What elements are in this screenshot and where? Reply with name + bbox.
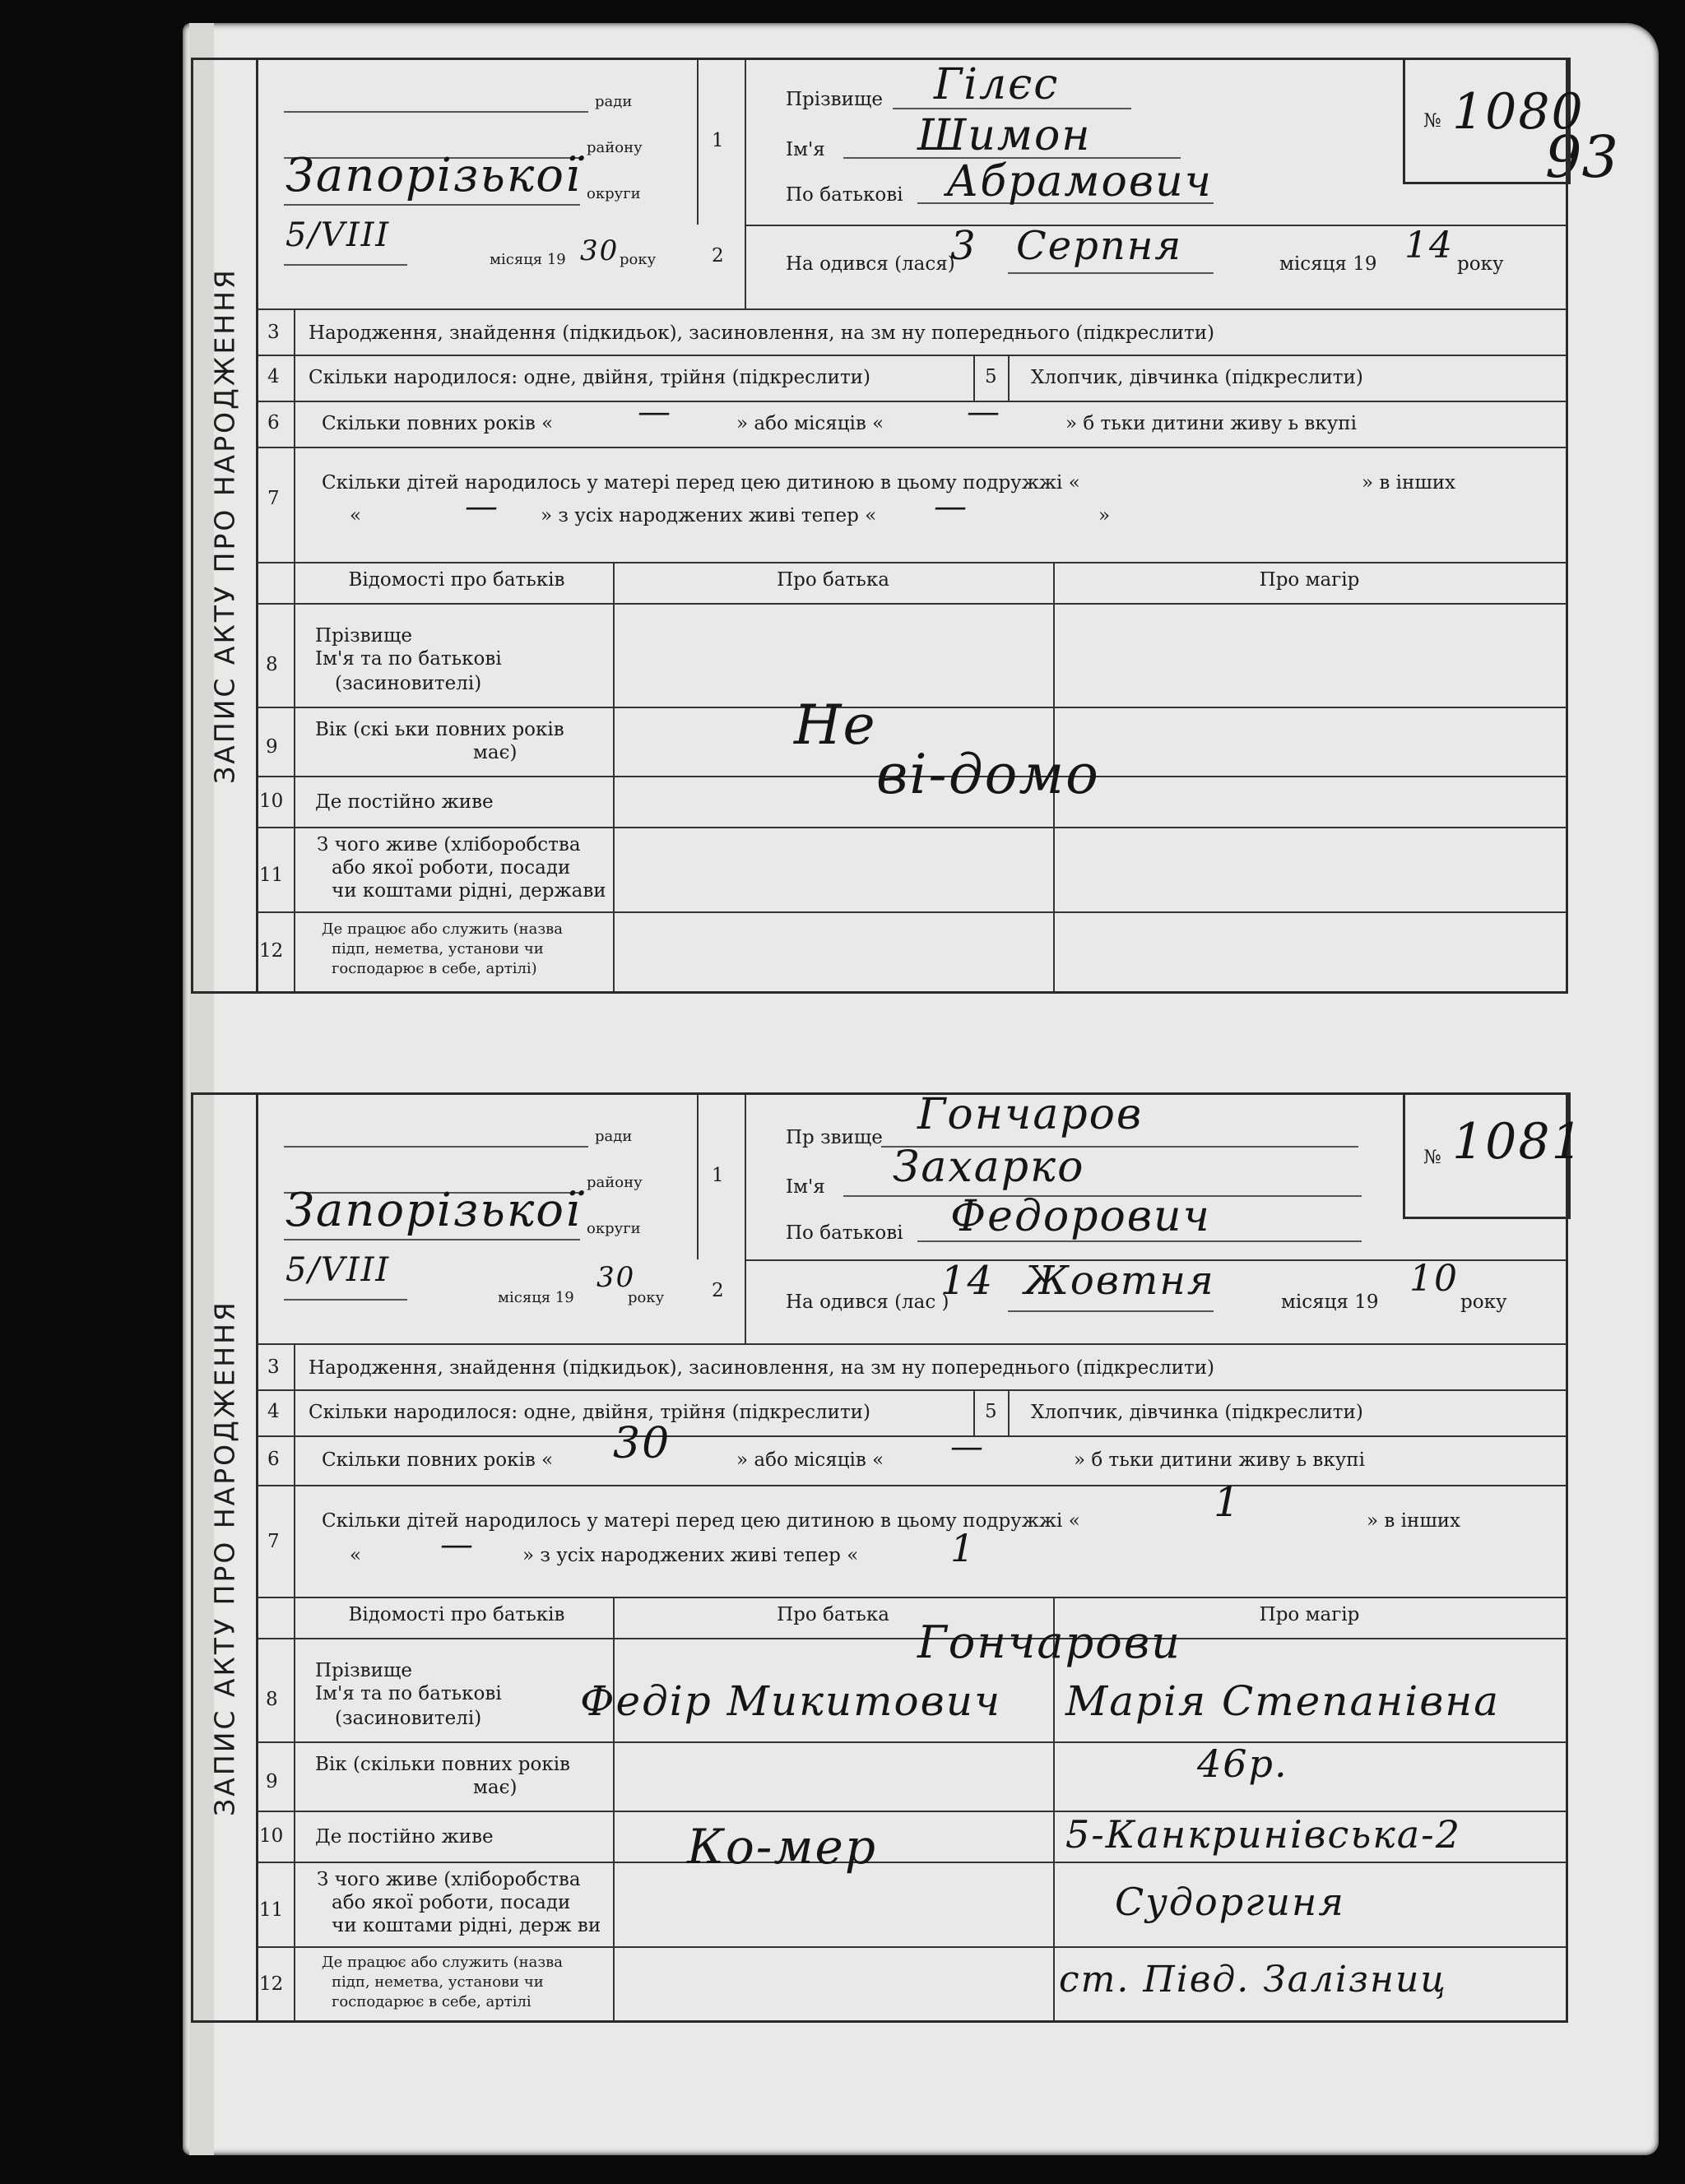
row6-months: — (950, 1428, 985, 1466)
mother-name: Марія Степанівна (1065, 1677, 1501, 1725)
okruga-value: Запорізької (285, 149, 582, 202)
r12-line2: підп, неметва, установи чи (332, 1973, 544, 1991)
r8-line3: (засиновителі) (335, 673, 482, 694)
birth-month: Жовтня (1024, 1258, 1215, 1304)
row4-text: Скільки народилося: одне, двійня, трійня (підкреслити) (309, 367, 870, 388)
row7-b: » в інших (1362, 472, 1456, 494)
birth-year: 14 (1404, 225, 1454, 267)
r12-line2: підп, неметва, установи чи (332, 940, 544, 958)
row7-alive: — (934, 488, 968, 526)
child-patronymic: Абрамович (946, 157, 1213, 206)
rayon-label: району (587, 1174, 643, 1191)
col-father-header: Про батька (777, 569, 889, 591)
r11-line3: чи коштами рідні, держави (332, 880, 606, 902)
row6-b: » або місяців « (736, 413, 884, 434)
born-year-label: року (1457, 253, 1504, 275)
r12-line1: Де працює або служить (назва (322, 1954, 564, 1971)
r12-line1: Де працює або служить (назва (322, 920, 564, 938)
reg-roku-label: року (628, 1289, 665, 1306)
row7-d: » з усіх народжених живі тепер « (522, 1545, 859, 1566)
surname-label: Пр звище (786, 1127, 883, 1148)
r12-line3: господарює в себе, артілі) (332, 960, 537, 977)
row6-months: — (967, 393, 1001, 431)
row7-e: » (1098, 505, 1111, 526)
reg-date-value: 5/VIII (285, 1251, 391, 1289)
reg-year-value: 30 (580, 234, 620, 267)
born-label: На одився (лася) (786, 253, 955, 275)
r11-line2: або якої роботи, посади (332, 1892, 571, 1913)
r10-text: Де постійно живе (315, 791, 494, 813)
child-surname: Гончаров (917, 1090, 1144, 1139)
birth-day: 3 (950, 223, 977, 269)
handwritten-note-2: ві-домо (876, 743, 1100, 806)
r8-line2: Ім'я та по батькові (315, 1683, 502, 1704)
row7-a: Скільки дітей народилось у матері перед цею дитиною в цьому подружжі « (322, 1510, 1080, 1532)
r12-line3: господарює в себе, артілі (332, 1993, 531, 2010)
mother-workplace: ст. Півд. Залізниц (1059, 1959, 1448, 2001)
born-year-label: року (1460, 1291, 1507, 1313)
born-month-label: місяця 19 (1279, 253, 1377, 275)
r9-line1: Вік (скі ьки повних років (315, 719, 564, 740)
birth-year: 10 (1409, 1258, 1459, 1300)
row7-b: » в інших (1367, 1510, 1461, 1532)
birth-record-1: ЗАПИС АКТУ ПРО НАРОДЖЕННЯ ради району Запорізької округи 5/VIII місяця 19 30 року 1 2 Прізвище Гілєс Ім'я Шимон По батькові Абрамович № 1080 На одився (лася) 3 Серпня місяця 19 14 року 3 Народження, знайдення (підкидьок), засиновлення, на зм ну попереднього (підкреслити) 4 Скільки народилося: одне, двійня, трійня (підкреслити) 5 Хлопчик, дівчинка (підкреслити) 6 Скільки повних років « — » або місяців « — » б тьки дитини живу ь вкупі 7 Скільки дітей народилось у матері перед цею дитиною в цьому подружжі « » в інших « — » з усіх народжених живі тепер « — » Відомості про батьків Про батька Про магір 8 Прізвище Ім'я та по батькові (засиновителі) 9 Вік (скі ьки повних років має) 10 Де постійно живе 11 З чого живе (хліборобства або якої роботи, посади чи коштами рідні, держави 12 Де працює або служить (назва підп, неметва, установи чи господарює в себе, артілі) Не ві-домо (191, 58, 1568, 994)
col-info-header: Відомості про батьків (348, 569, 565, 591)
okruga-label: округи (587, 1220, 641, 1237)
row5-text: Хлопчик, дівчинка (підкреслити) (1031, 1402, 1363, 1423)
birth-day: 14 (940, 1258, 995, 1304)
mother-occupation: Судоргиня (1115, 1880, 1345, 1924)
row7-others: — (440, 1526, 475, 1564)
col-father-header: Про батька (777, 1604, 889, 1625)
row5-text: Хлопчик, дівчинка (підкреслити) (1031, 367, 1363, 388)
father-occupation: Ко-мер (687, 1819, 877, 1875)
col-mother-header: Про магір (1259, 1604, 1360, 1625)
parents-common-surname: Гончарови (917, 1616, 1181, 1668)
row4-text: Скільки народилося: одне, двійня, трійня (підкреслити) (309, 1402, 870, 1423)
okruga-value: Запорізької (285, 1184, 582, 1237)
reg-date-value: 5/VIII (285, 216, 391, 254)
rada-label: ради (595, 1128, 633, 1145)
patronymic-label: По батькові (786, 1222, 903, 1244)
record-sidebar-title: ЗАПИС АКТУ ПРО НАРОДЖЕННЯ (193, 1095, 258, 2020)
okruga-label: округи (587, 185, 641, 202)
birth-month: Серпня (1016, 223, 1183, 269)
record-number: 1080 (1452, 83, 1585, 141)
rada-label: ради (595, 93, 633, 110)
row6-years: — (638, 393, 672, 431)
row3-text: Народження, знайдення (підкидьок), засиновлення, на зм ну попереднього (підкреслити) (309, 322, 1215, 344)
born-month-label: місяця 19 (1281, 1291, 1379, 1313)
reg-roku-label: року (620, 251, 657, 268)
father-name: Федір Микитович (580, 1677, 1002, 1725)
name-label: Ім'я (786, 1176, 825, 1198)
row7-a: Скільки дітей народилось у матері перед цею дитиною в цьому подружжі « (322, 472, 1080, 494)
name-label: Ім'я (786, 139, 825, 160)
r10-text: Де постійно живе (315, 1826, 494, 1848)
patronymic-label: По батькові (786, 184, 903, 206)
page-number: 93 (1545, 123, 1619, 191)
r9-line2: має) (473, 1777, 518, 1798)
surname-label: Прізвище (786, 89, 883, 110)
reg-month-label: місяця 19 (498, 1289, 574, 1306)
col-mother-header: Про магір (1259, 569, 1360, 591)
child-patronymic: Федорович (950, 1192, 1211, 1241)
r11-line1: З чого живе (хліборобства (317, 834, 581, 856)
row7-others: — (465, 488, 499, 526)
row6-c: » б тьки дитини живу ь вкупі (1065, 413, 1357, 434)
r8-line1: Прізвище (315, 625, 412, 647)
row6-c: » б тьки дитини живу ь вкупі (1074, 1449, 1365, 1471)
row6-a: Скільки повних років « (322, 413, 554, 434)
row7-alive: 1 (950, 1526, 977, 1570)
row7-in-marriage: 1 (1214, 1478, 1242, 1526)
record-sidebar-title: ЗАПИС АКТУ ПРО НАРОДЖЕННЯ (193, 60, 258, 991)
row3-text: Народження, знайдення (підкидьок), засиновлення, на зм ну попереднього (підкреслити) (309, 1357, 1215, 1379)
r11-line2: або якої роботи, посади (332, 857, 571, 879)
row6-a: Скільки повних років « (322, 1449, 554, 1471)
r9-line2: має) (473, 742, 518, 763)
r8-line3: (засиновителі) (335, 1708, 482, 1729)
r11-line3: чи коштами рідні, держ ви (332, 1915, 601, 1936)
mother-residence: 5-Канкринівська-2 (1065, 1812, 1461, 1857)
r8-line1: Прізвище (315, 1660, 412, 1681)
rayon-label: району (587, 139, 643, 156)
birth-record-2: ЗАПИС АКТУ ПРО НАРОДЖЕННЯ ради району Запорізької округи 5/VIII місяця 19 30 року 1 2 Пр звище Гончаров Ім'я Захарко По батькові Федорович № 1081 На одився (лас ) 14 Жовтня місяця 19 10 року 3 Народження, знайдення (підкидьок), засиновлення, на зм ну попереднього (підкреслити) 4 Скільки народилося: одне, двійня, трійня (підкреслити) 5 Хлопчик, дівчинка (підкреслити) 6 Скільки повних років « 30 » або місяців « — » б тьки дитини живу ь вкупі 7 Скільки дітей народилось у матері перед цею дитиною в цьому подружжі « 1 » в інших « — » з усіх народжених живі тепер « 1 Відомості про батьків Про батька Про магір 8 Прізвище Ім'я та по батькові (засиновителі) 9 Вік (скільки повних років має) 10 Де постійно живе 11 З чого живе (хліборобства або якої роботи, посади чи коштами рідні, держ ви 12 Де працює або служить (назва підп, неметва, установи чи господарює в себе, артілі Гончарови Федір Микитович Марія Степанівна 46р. Ко-мер 5-Канкринівська-2 Судоргиня ст. Півд. Залізниц (191, 1092, 1568, 2023)
row7-c: « (350, 1545, 362, 1566)
r8-line2: Ім'я та по батькові (315, 648, 502, 670)
number-label: № (1423, 110, 1441, 132)
r11-line1: З чого живе (хліборобства (317, 1869, 581, 1890)
r9-line1: Вік (скільки повних років (315, 1754, 570, 1775)
handwritten-note-1: Не (794, 693, 877, 757)
record-number: 1081 (1452, 1113, 1585, 1171)
col-info-header: Відомості про батьків (348, 1604, 565, 1625)
row7-d: » з усіх народжених живі тепер « (541, 505, 877, 526)
child-name: Захарко (893, 1143, 1085, 1192)
row7-c: « (350, 505, 362, 526)
number-label: № (1423, 1147, 1441, 1168)
mother-age: 46р. (1197, 1741, 1288, 1786)
reg-year-value: 30 (596, 1261, 636, 1294)
child-surname: Гілєс (934, 60, 1060, 109)
born-label: На одився (лас ) (786, 1291, 949, 1313)
child-name: Шимон (917, 111, 1092, 160)
row6-years: 30 (613, 1419, 671, 1468)
reg-month-label: місяця 19 (490, 251, 566, 268)
row6-b: » або місяців « (736, 1449, 884, 1471)
